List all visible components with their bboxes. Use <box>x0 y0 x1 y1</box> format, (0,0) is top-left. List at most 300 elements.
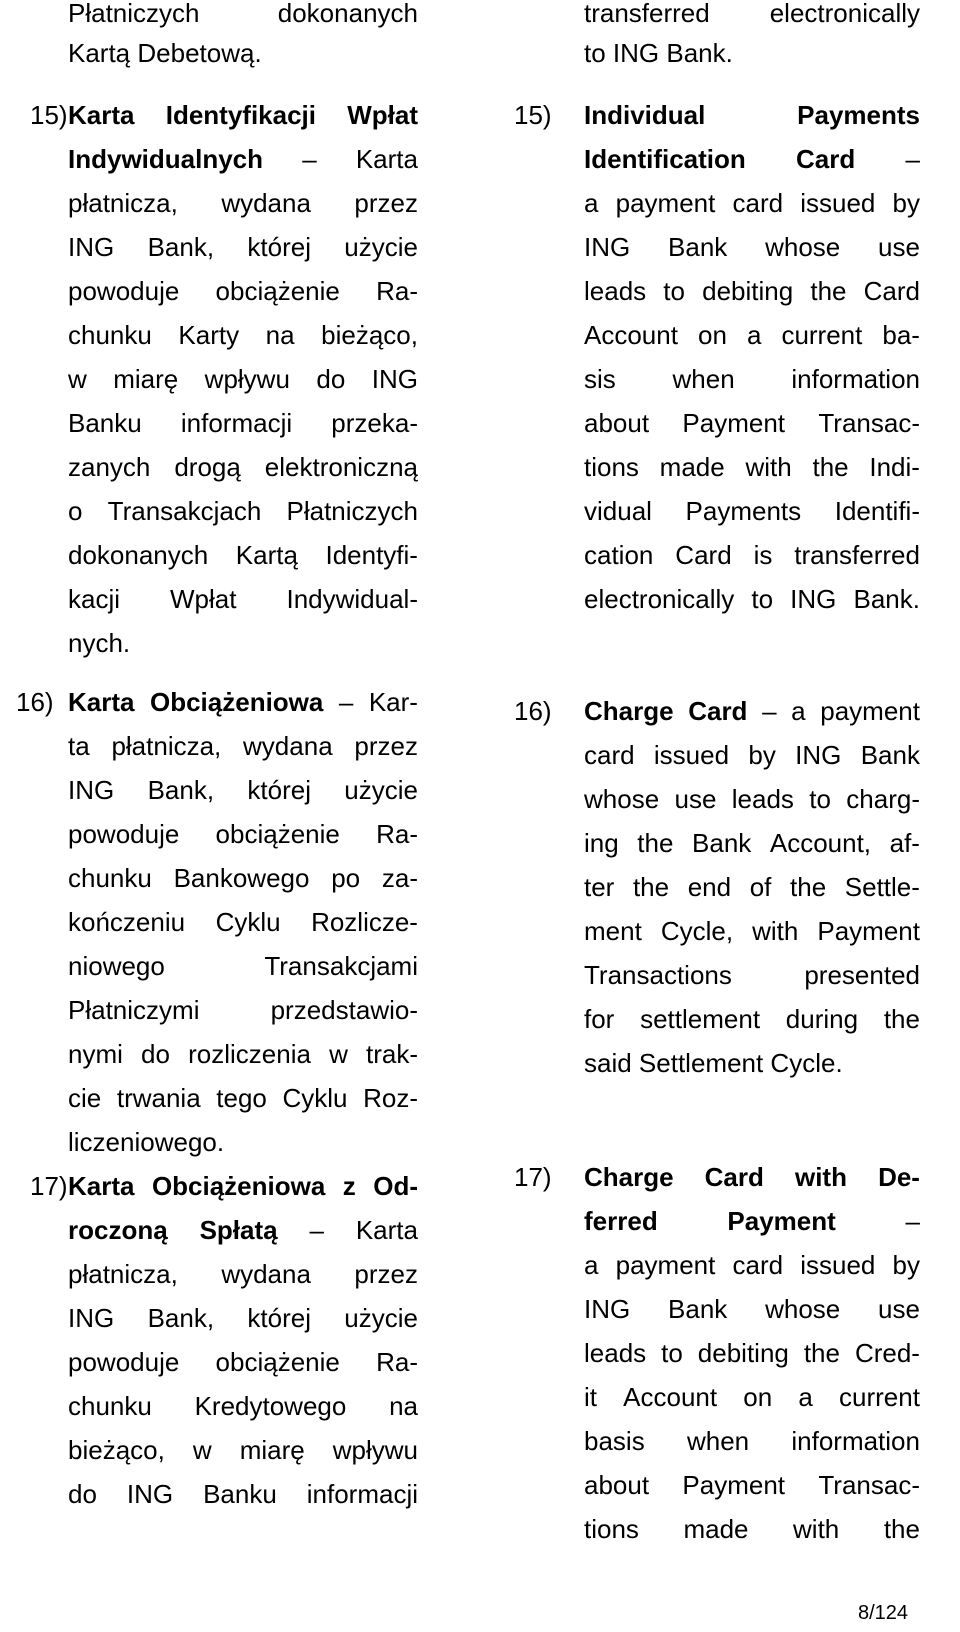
word: ING <box>126 1479 174 1509</box>
word: Identification <box>584 144 746 174</box>
word: obciążenie <box>215 1347 340 1377</box>
text-line <box>68 1083 418 1113</box>
text-segment <box>584 496 920 526</box>
text-segment <box>584 1338 920 1368</box>
word: use <box>674 784 717 814</box>
word: Ra- <box>376 1347 418 1377</box>
text-segment <box>584 540 920 570</box>
text-line <box>584 452 920 482</box>
word: Kartą <box>235 540 298 570</box>
word: przez <box>354 188 418 218</box>
word: a <box>798 1382 813 1412</box>
word: Bank <box>860 740 920 770</box>
word: Identyfikacji <box>165 100 316 130</box>
text-line <box>68 496 418 526</box>
word: Karty <box>178 320 240 350</box>
word: end <box>687 872 732 902</box>
word: Wpłat <box>347 100 418 130</box>
word: Obciążeniowa <box>151 1171 326 1201</box>
word: ING <box>584 232 631 262</box>
word: Spłatą <box>199 1215 278 1245</box>
word: ING <box>68 1303 115 1333</box>
word: Karta <box>355 144 418 174</box>
word: do <box>316 364 346 394</box>
text-segment <box>68 496 418 526</box>
word: trak- <box>366 1039 418 1069</box>
word: Identifi- <box>834 496 920 526</box>
word: przez <box>354 731 418 761</box>
word: payment <box>615 1250 716 1280</box>
word: niowego <box>68 951 165 981</box>
text-line <box>68 408 418 438</box>
word: ferred <box>584 1206 658 1236</box>
text-segment <box>584 452 920 482</box>
word: Card <box>675 540 732 570</box>
text-line <box>584 276 920 306</box>
text-line <box>584 1250 920 1280</box>
text-line <box>584 696 920 726</box>
word: ING <box>584 1294 631 1324</box>
text-line <box>68 364 418 394</box>
word: for <box>584 1004 615 1034</box>
text-line <box>584 1162 920 1192</box>
word: rozliczenia <box>188 1039 311 1069</box>
word: issued <box>800 188 876 218</box>
text-segment: said Settlement Cycle. <box>584 1048 843 1078</box>
word: payment <box>615 188 716 218</box>
text-segment <box>584 364 920 394</box>
word: powoduje <box>68 819 180 849</box>
word: – <box>905 144 920 174</box>
word: when <box>686 1426 750 1456</box>
text-line <box>584 540 920 570</box>
text-line <box>584 1338 920 1368</box>
word: płatnicza, <box>111 731 222 761</box>
word: Transakcjami <box>264 951 418 981</box>
word: issued <box>800 1250 876 1280</box>
word: użycie <box>344 775 418 805</box>
word: Transac- <box>818 1470 920 1500</box>
word: transferred <box>584 0 710 28</box>
word: za- <box>381 863 418 893</box>
word: use <box>878 232 920 262</box>
text-segment <box>584 1206 920 1236</box>
word: Karta <box>68 687 135 717</box>
text-segment <box>584 696 920 726</box>
word: with <box>793 1514 840 1544</box>
word: obciążenie <box>215 276 340 306</box>
word: Account <box>584 320 678 350</box>
word: przez <box>354 1259 418 1289</box>
left-intro-line-2 <box>68 38 418 68</box>
text-segment <box>68 995 418 1025</box>
word: debiting <box>697 1338 789 1368</box>
word: Payment <box>682 1470 786 1500</box>
text-segment <box>68 364 418 394</box>
text-segment <box>584 144 920 174</box>
text-line <box>68 1435 418 1465</box>
word: Settle- <box>844 872 920 902</box>
word: użycie <box>344 1303 418 1333</box>
text-segment <box>68 775 418 805</box>
word: card <box>584 740 635 770</box>
text-segment <box>584 1426 920 1456</box>
word: Individual <box>584 100 706 130</box>
text-segment <box>68 1171 418 1201</box>
word: whose <box>765 232 841 262</box>
word: Płatniczymi <box>68 995 200 1025</box>
word: to <box>751 584 774 614</box>
text-line <box>584 1004 920 1034</box>
text-line <box>68 731 418 761</box>
word: – <box>302 144 317 174</box>
word: ba- <box>882 320 920 350</box>
word: wydana <box>221 1259 311 1289</box>
word: presented <box>804 960 920 990</box>
word: tions <box>584 1514 639 1544</box>
text-segment <box>584 916 920 946</box>
word: – <box>338 687 354 717</box>
word: Identyfi- <box>325 540 418 570</box>
word: Banku <box>203 1479 277 1509</box>
word: on <box>697 320 727 350</box>
word: Wpłat <box>170 584 237 614</box>
word: – <box>309 1215 324 1245</box>
word: zanych <box>68 452 151 482</box>
text-segment <box>584 1004 920 1034</box>
text-line <box>68 188 418 218</box>
text-segment <box>68 320 418 350</box>
word: kacji <box>68 584 121 614</box>
text-segment <box>68 1435 418 1465</box>
right-intro-line-2 <box>584 38 920 68</box>
text-line <box>68 995 418 1025</box>
word: current <box>781 320 863 350</box>
text-line <box>584 784 920 814</box>
text-line <box>584 828 920 858</box>
word: ing <box>584 828 619 858</box>
word: card <box>732 188 784 218</box>
text-line <box>68 1039 418 1069</box>
word: Indywidual- <box>286 584 418 614</box>
text-segment <box>68 951 418 981</box>
text-line <box>584 584 920 614</box>
word: na <box>389 1391 418 1421</box>
word: Karta <box>68 1171 135 1201</box>
word: do <box>141 1039 170 1069</box>
word: której <box>247 1303 311 1333</box>
word: bieżąco, <box>68 1435 165 1465</box>
word: the <box>637 828 674 858</box>
text-line <box>68 1259 418 1289</box>
word: of <box>749 872 772 902</box>
text-line <box>68 584 418 614</box>
word: w <box>68 364 87 394</box>
text-segment <box>584 1162 920 1192</box>
word: Charge <box>584 1162 674 1192</box>
word: the <box>790 872 827 902</box>
text-segment <box>584 188 920 218</box>
text-line <box>68 628 418 658</box>
word: Ra- <box>376 276 418 306</box>
word: Account <box>623 1382 718 1412</box>
word: Card <box>688 696 748 726</box>
word: leads <box>584 1338 647 1368</box>
word: a <box>791 696 806 726</box>
word: Bank, <box>147 232 215 262</box>
word: płatnicza, <box>68 188 178 218</box>
word: it <box>584 1382 597 1412</box>
word: ING <box>371 364 418 394</box>
word: powoduje <box>68 1347 180 1377</box>
word: Cred- <box>854 1338 920 1368</box>
text-line <box>584 408 920 438</box>
word: af- <box>889 828 920 858</box>
word: o <box>68 496 83 526</box>
word: with <box>752 916 799 946</box>
word: information <box>791 1426 920 1456</box>
word: basis <box>584 1426 645 1456</box>
word: Kredytowego <box>194 1391 347 1421</box>
text-line <box>68 276 418 306</box>
text-segment <box>68 1083 418 1113</box>
word: current <box>839 1382 920 1412</box>
word: Roz- <box>363 1083 418 1113</box>
word: a <box>584 1250 599 1280</box>
text-line <box>68 452 418 482</box>
word: when <box>672 364 735 394</box>
word: przeka- <box>331 408 418 438</box>
text-line <box>584 916 920 946</box>
left-item-16-number: 16) <box>16 687 54 717</box>
word: do <box>68 1479 97 1509</box>
word: Payment <box>727 1206 836 1236</box>
word: by <box>892 1250 920 1280</box>
word: Payments <box>797 100 920 130</box>
left-item-15-number: 15) <box>30 100 68 130</box>
text-line <box>584 320 920 350</box>
text-segment <box>584 1294 920 1324</box>
word: a <box>584 188 599 218</box>
word: the <box>883 1514 920 1544</box>
word: Bankowego <box>173 863 310 893</box>
text-segment <box>584 276 920 306</box>
right-item-17-number: 17) <box>514 1162 552 1192</box>
word: Bank, <box>147 775 215 805</box>
text-line <box>68 951 418 981</box>
word: w <box>192 1435 212 1465</box>
word: chunku <box>68 1391 152 1421</box>
text-segment: nych. <box>68 628 131 658</box>
word: Indi- <box>869 452 920 482</box>
text-segment <box>68 687 418 717</box>
word: ment <box>584 916 642 946</box>
text-segment <box>68 188 418 218</box>
text-line <box>68 1127 418 1157</box>
text-line <box>584 364 920 394</box>
word: nymi <box>68 1039 123 1069</box>
word: Card <box>704 1162 764 1192</box>
word: Transac- <box>818 408 920 438</box>
text-segment <box>68 144 418 174</box>
text-line <box>584 1382 920 1412</box>
word: electronically <box>769 0 920 28</box>
word: with <box>745 452 792 482</box>
text-line <box>584 1514 920 1544</box>
text-segment <box>584 740 920 770</box>
word: Transactions <box>584 960 732 990</box>
text-segment: to ING Bank. <box>584 38 733 68</box>
text-line <box>584 496 920 526</box>
text-line <box>68 819 418 849</box>
left-item-17-number: 17) <box>30 1171 68 1201</box>
text-line <box>68 144 418 174</box>
text-segment: liczeniowego. <box>68 1127 225 1157</box>
word: – <box>905 1206 920 1236</box>
word: bieżąco, <box>321 320 418 350</box>
text-line <box>584 1048 920 1078</box>
word: kończeniu <box>68 907 186 937</box>
word: Payment <box>817 916 920 946</box>
word: wpływu <box>204 364 290 394</box>
word: Od- <box>373 1171 418 1201</box>
text-segment <box>584 828 920 858</box>
text-line <box>584 232 920 262</box>
word: use <box>878 1294 920 1324</box>
word: roczoną <box>68 1215 168 1245</box>
word: card <box>732 1250 784 1280</box>
word: settlement <box>640 1004 761 1034</box>
text-segment <box>68 731 418 761</box>
word: której <box>247 775 311 805</box>
word: ter <box>584 872 615 902</box>
text-segment <box>68 907 418 937</box>
word: Rozlicze- <box>311 907 418 937</box>
text-segment <box>68 819 418 849</box>
text-segment <box>584 408 920 438</box>
word: chunku <box>68 863 152 893</box>
text-line <box>584 1426 920 1456</box>
text-line <box>68 320 418 350</box>
word: De- <box>878 1162 920 1192</box>
word: to <box>809 784 831 814</box>
word: sis <box>584 364 616 394</box>
word: transferred <box>794 540 920 570</box>
word: by <box>892 188 920 218</box>
word: Płatniczych <box>286 496 418 526</box>
word: drogą <box>174 452 241 482</box>
text-segment <box>584 1470 920 1500</box>
word: miarę <box>113 364 179 394</box>
word: leads <box>584 276 647 306</box>
word: vidual <box>584 496 652 526</box>
word: Charge <box>584 696 674 726</box>
text-segment <box>584 872 920 902</box>
text-segment <box>68 0 418 28</box>
word: ING <box>68 232 115 262</box>
word: trwania <box>116 1083 201 1113</box>
word: obciążenie <box>215 819 340 849</box>
word: ta <box>68 731 90 761</box>
word: whose <box>584 784 660 814</box>
text-line <box>68 1215 418 1245</box>
text-segment <box>68 1391 418 1421</box>
word: ING <box>795 740 842 770</box>
word: the <box>883 1004 920 1034</box>
text-segment <box>584 1514 920 1544</box>
word: is <box>753 540 773 570</box>
text-line <box>68 907 418 937</box>
left-intro-line-1 <box>68 0 418 28</box>
word: powoduje <box>68 276 180 306</box>
word: the <box>810 276 847 306</box>
text-segment <box>584 960 920 990</box>
text-line <box>584 740 920 770</box>
word: Bank <box>668 1294 728 1324</box>
word: Bank <box>668 232 728 262</box>
word: to <box>663 276 685 306</box>
word: tego <box>216 1083 267 1113</box>
word: Kar- <box>368 687 418 717</box>
word: w <box>329 1039 348 1069</box>
text-line <box>584 144 920 174</box>
word: whose <box>765 1294 841 1324</box>
word: leads <box>731 784 794 814</box>
word: cation <box>584 540 654 570</box>
word: dokonanych <box>277 0 418 28</box>
word: Cycle, <box>660 916 734 946</box>
word: Indywidualnych <box>68 144 264 174</box>
word: Płatniczych <box>68 0 200 28</box>
text-segment <box>584 1250 920 1280</box>
word: wydana <box>221 188 311 218</box>
word: Account, <box>769 828 872 858</box>
word: made <box>683 1514 749 1544</box>
word: to <box>661 1338 683 1368</box>
text-line <box>68 687 418 717</box>
word: dokonanych <box>68 540 209 570</box>
word: Bank. <box>853 584 920 614</box>
word: wydana <box>243 731 333 761</box>
text-line <box>68 775 418 805</box>
text-line <box>68 540 418 570</box>
text-segment <box>68 1347 418 1377</box>
word: informacji <box>306 1479 418 1509</box>
word: with <box>794 1162 847 1192</box>
text-segment <box>584 232 920 262</box>
text-segment <box>68 1215 418 1245</box>
text-line <box>68 1303 418 1333</box>
word: Banku <box>68 408 142 438</box>
text-segment <box>68 276 418 306</box>
text-segment <box>68 1259 418 1289</box>
text-segment <box>68 1039 418 1069</box>
text-segment <box>68 863 418 893</box>
word: the <box>803 1338 840 1368</box>
word: about <box>584 1470 650 1500</box>
word: during <box>785 1004 859 1034</box>
text-segment <box>68 540 418 570</box>
text-line <box>584 1206 920 1236</box>
text-segment <box>68 1303 418 1333</box>
word: charg- <box>846 784 920 814</box>
word: Cyklu <box>282 1083 348 1113</box>
text-line <box>68 1171 418 1201</box>
word: the <box>812 452 849 482</box>
word: Obciążeniowa <box>149 687 324 717</box>
word: Karta <box>68 100 135 130</box>
word: Card <box>863 276 920 306</box>
